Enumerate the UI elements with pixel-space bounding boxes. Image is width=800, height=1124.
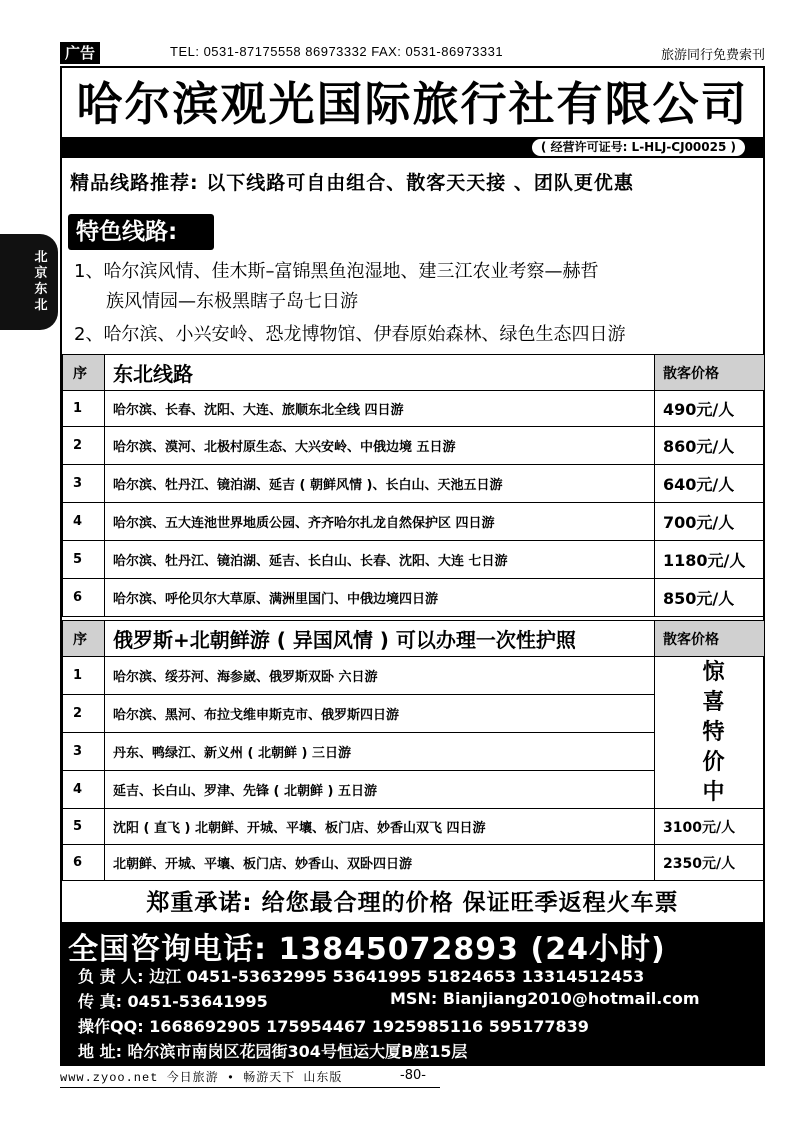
promise-banner: 郑重承诺: 给您最合理的价格 保证旺季返程火车票 (146, 890, 679, 916)
route-name: 哈尔滨、长春、沈阳、大连、旅顺东北全线 四日游 (105, 391, 655, 427)
route-price: 1180元/人 (655, 541, 765, 579)
footer-site: www.zyoo.net 今日旅游 • 畅游天下 山东版 (60, 1071, 343, 1085)
side-tab (0, 234, 58, 330)
table-title: 俄罗斯+北朝鲜游 ( 异国风情 ) 可以办理一次性护照 (105, 621, 655, 657)
price-header: 散客价格 (655, 621, 765, 657)
msn-contact: MSN: Bianjiang2010@hotmail.com (390, 989, 700, 1008)
row-number: 6 (63, 579, 105, 617)
featured-item-2: 2、哈尔滨、小兴安岭、恐龙博物馆、伊春原始森林、绿色生态四日游 (74, 324, 626, 345)
route-price: 3100元/人 (655, 809, 765, 845)
page-number: -80- (400, 1068, 426, 1083)
row-number: 3 (63, 465, 105, 503)
table-row (63, 579, 765, 617)
table-row (63, 845, 765, 881)
route-price: 860元/人 (655, 427, 765, 465)
special-price-note: 惊 喜 特 价 中 (655, 657, 765, 809)
row-number: 6 (63, 845, 105, 881)
row-number: 4 (63, 771, 105, 809)
table-row (63, 427, 765, 465)
company-name: 哈尔滨观光国际旅行社有限公司 (76, 77, 749, 131)
license-bar (60, 137, 765, 158)
table-row (63, 809, 765, 845)
table-row (63, 391, 765, 427)
contact-block (60, 922, 765, 1066)
route-price: 850元/人 (655, 579, 765, 617)
row-number: 5 (63, 541, 105, 579)
row-number: 5 (63, 809, 105, 845)
route-name: 哈尔滨、牡丹江、镜泊湖、延吉、长白山、长春、沈阳、大连 七日游 (105, 541, 655, 579)
license-number: ( 经营许可证号: L-HLJ-CJ00025 ) (532, 139, 745, 156)
row-number: 1 (63, 391, 105, 427)
manager-contact: 负 责 人: 边江 0451-53632995 53641995 51824653 13314512453 (78, 967, 645, 986)
ad-label: 广告 (60, 42, 100, 64)
table-row (63, 465, 765, 503)
row-number: 2 (63, 427, 105, 465)
route-name: 哈尔滨、漠河、北极村原生态、大兴安岭、中俄边境 五日游 (105, 427, 655, 465)
route-name: 哈尔滨、牡丹江、镜泊湖、延吉 ( 朝鲜风情 )、长白山、天池五日游 (105, 465, 655, 503)
hotline: 全国咨询电话: 13845072893 (24小时) (68, 932, 666, 967)
qq-contact: 操作QQ: 1668692905 175954467 1925985116 595177839 (78, 1017, 589, 1036)
table-row (63, 657, 765, 695)
route-name: 沈阳 ( 直飞 ) 北朝鲜、开城、平壤、板门店、妙香山双飞 四日游 (105, 809, 655, 845)
route-price: 490元/人 (655, 391, 765, 427)
featured-item-1: 1、哈尔滨风情、佳木斯–富锦黑鱼泡湿地、建三江农业考察—赫哲 (74, 261, 599, 282)
route-price: 640元/人 (655, 465, 765, 503)
route-name: 北朝鲜、开城、平壤、板门店、妙香山、双卧四日游 (105, 845, 655, 881)
route-name: 丹东、鸭绿江、新义州 ( 北朝鲜 ) 三日游 (105, 733, 655, 771)
table-header (63, 621, 765, 657)
free-note: 旅游同行免费索刊 (660, 48, 765, 63)
featured-heading: 特色线路: (68, 214, 214, 250)
row-number: 2 (63, 695, 105, 733)
route-name: 延吉、长白山、罗津、先锋 ( 北朝鲜 ) 五日游 (105, 771, 655, 809)
top-bar (60, 40, 765, 66)
table-header (63, 355, 765, 391)
fax-contact: 传 真: 0451-53641995 (78, 992, 268, 1011)
route-name: 哈尔滨、绥芬河、海参崴、俄罗斯双卧 六日游 (105, 657, 655, 695)
row-number: 3 (63, 733, 105, 771)
route-name: 哈尔滨、黑河、布拉戈维申斯克市、俄罗斯四日游 (105, 695, 655, 733)
tagline: 精品线路推荐: 以下线路可自由组合、散客天天接 、团队更优惠 (70, 172, 634, 194)
route-price: 700元/人 (655, 503, 765, 541)
russia-korea-routes-table (62, 620, 765, 881)
contact-line: TEL: 0531-87175558 86973332 FAX: 0531-86973331 (170, 44, 504, 59)
row-number: 1 (63, 657, 105, 695)
seq-header: 序 (63, 355, 105, 391)
side-tab-text: 北 京 东 北 (34, 250, 48, 313)
address: 地 址: 哈尔滨市南岗区花园街304号恒运大厦B座15层 (78, 1042, 468, 1061)
route-name: 哈尔滨、五大连池世界地质公园、齐齐哈尔扎龙自然保护区 四日游 (105, 503, 655, 541)
table-row (63, 541, 765, 579)
route-name: 哈尔滨、呼伦贝尔大草原、满洲里国门、中俄边境四日游 (105, 579, 655, 617)
price-header: 散客价格 (655, 355, 765, 391)
seq-header: 序 (63, 621, 105, 657)
featured-item-1-cont: 族风情园—东极黑瞎子岛七日游 (106, 291, 358, 312)
table-title: 东北线路 (105, 355, 655, 391)
row-number: 4 (63, 503, 105, 541)
northeast-routes-table (62, 354, 765, 617)
footer (60, 1068, 440, 1088)
table-row (63, 503, 765, 541)
route-price: 2350元/人 (655, 845, 765, 881)
